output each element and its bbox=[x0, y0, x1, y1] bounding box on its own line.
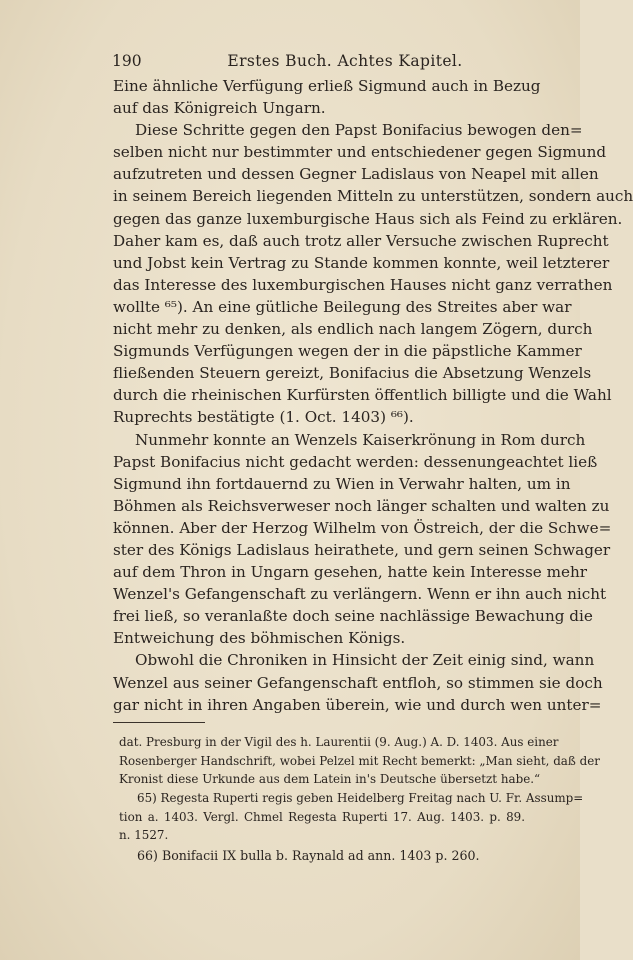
text-line: gar nicht in ihren Angaben überein, wie und durch wen unter= bbox=[113, 695, 602, 714]
text-line: ster des Königs Ladislaus heirathete, und gern seinen Schwager bbox=[113, 540, 611, 559]
text-line: Daher kam es, daß auch trotz aller Versuche zwischen Ruprecht bbox=[113, 231, 609, 250]
page-header bbox=[112, 52, 532, 70]
footnote-separator bbox=[113, 722, 205, 723]
text-line: Böhmen als Reichsverweser noch länger schalten und walten zu bbox=[113, 496, 610, 515]
text-line: Sigmund ihn fortdauernd zu Wien in Verwahr halten, um in bbox=[113, 474, 571, 493]
text-line: Wenzel's Gefangenschaft zu verlängern. Wenn er ihn auch nicht bbox=[113, 585, 607, 604]
text-line: auf dem Thron in Ungarn gesehen, hatte kein Interesse mehr bbox=[113, 563, 588, 582]
footnotes bbox=[119, 733, 600, 866]
footnote-65: 65) Regesta Ruperti regis geben Heidelberg Freitag nach U. Fr. Assump= bbox=[137, 791, 584, 806]
text-line: durch die rheinischen Kurfürsten öffentlich billigte und die Wahl bbox=[113, 386, 612, 405]
footnote-line: tion a. 1403. Vergl. Chmel Regesta Ruperti 17. Aug. 1403. p. 89. bbox=[119, 809, 525, 824]
text-line: Papst Bonifacius nicht gedacht werden: dessenungeachtet ließ bbox=[113, 452, 598, 471]
text-line: in seinem Bereich liegenden Mitteln zu unterstützen, sondern auch bbox=[113, 187, 633, 206]
text-line: Eine ähnliche Verfügung erließ Sigmund auch in Bezug bbox=[113, 77, 541, 95]
footnote-line: dat. Presburg in der Vigil des h. Laurentii (9. Aug.) A. D. 1403. Aus einer bbox=[119, 735, 559, 749]
page-number: 190 bbox=[112, 52, 142, 70]
text-line: können. Aber der Herzog Wilhelm von Östreich, der die Schwe= bbox=[113, 518, 612, 537]
text-line: Ruprechts bestätigte (1. Oct. 1403) ⁶⁶). bbox=[113, 408, 414, 427]
text-line: Nunmehr konnte an Wenzels Kaiserkrönung in Rom durch bbox=[135, 430, 586, 449]
text-line: auf das Königreich Ungarn. bbox=[113, 99, 326, 118]
running-title: Erstes Buch. Achtes Kapitel. bbox=[227, 52, 463, 70]
text-line: selben nicht nur bestimmter und entschiedener gegen Sigmund bbox=[113, 143, 607, 162]
text-line: wollte ⁶⁵). An eine gütliche Beilegung des Streites aber war bbox=[113, 297, 572, 316]
footnote-line: Kronist diese Urkunde aus dem Latein in's Deutsche übersetzt habe.“ bbox=[119, 772, 541, 787]
footnote-66: 66) Bonifacii IX bulla b. Raynald ad ann. 1403 p. 260. bbox=[137, 848, 480, 864]
text-line: Entweichung des böhmischen Königs. bbox=[113, 629, 406, 648]
text-line: gegen das ganze luxemburgische Haus sich als Feind zu erklären. bbox=[113, 209, 623, 228]
footnote-line: Rosenberger Handschrift, wobei Pelzel mit Recht bemerkt: „Man sieht, daß der bbox=[119, 753, 600, 768]
text-line: und Jobst kein Vertrag zu Stande kommen konnte, weil letzterer bbox=[113, 253, 610, 272]
text-line: Diese Schritte gegen den Papst Bonifacius bewogen den= bbox=[135, 121, 583, 140]
text-line: nicht mehr zu denken, als endlich nach langem Zögern, durch bbox=[113, 320, 593, 339]
text-line: Wenzel aus seiner Gefangenschaft entfloh, so stimmen sie doch bbox=[113, 673, 603, 692]
text-line: frei ließ, so veranlaßte doch seine nachlässige Bewachung die bbox=[113, 607, 593, 626]
text-line: aufzutreten und dessen Gegner Ladislaus von Neapel mit allen bbox=[113, 165, 599, 184]
text-line: das Interesse des luxemburgischen Hauses nicht ganz verrathen bbox=[113, 275, 613, 294]
text-line: fließenden Steuern gereizt, Bonifacius die Absetzung Wenzels bbox=[113, 364, 592, 383]
text-line: Sigmunds Verfügungen wegen der in die päpstliche Kammer bbox=[113, 342, 582, 361]
main-text bbox=[113, 75, 633, 716]
footnote-line: n. 1527. bbox=[119, 828, 169, 843]
text-line: Obwohl die Chroniken in Hinsicht der Zeit einig sind, wann bbox=[135, 651, 595, 670]
